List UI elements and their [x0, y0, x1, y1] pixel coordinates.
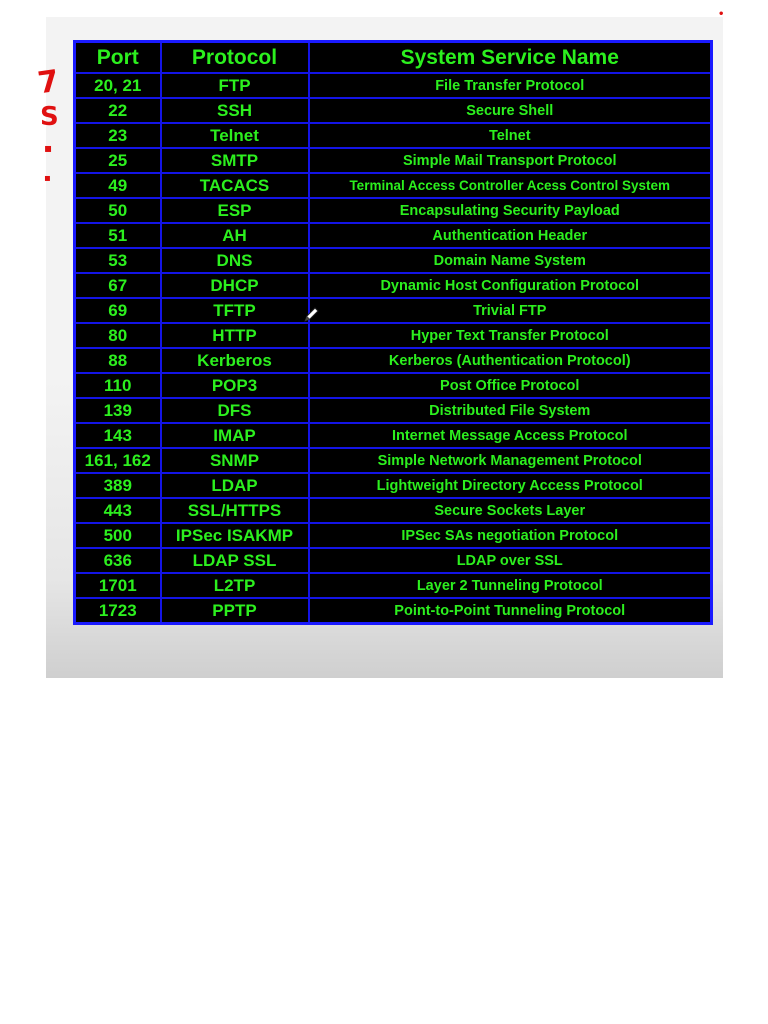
table-row — [75, 398, 712, 423]
table-row — [75, 348, 712, 373]
pen-cursor-icon — [302, 306, 320, 324]
table-row — [75, 298, 712, 323]
port-cell: 161, 162 — [75, 448, 161, 473]
table-row — [75, 223, 712, 248]
port-cell: 636 — [75, 548, 161, 573]
port-cell: 53 — [75, 248, 161, 273]
table-row — [75, 373, 712, 398]
handwritten-mark-tick: ▪ — [44, 173, 51, 184]
protocol-cell: POP3 — [161, 373, 309, 398]
port-cell: 500 — [75, 523, 161, 548]
service-name-cell: Simple Network Management Protocol — [309, 448, 712, 473]
annotation-dot: • — [718, 9, 725, 20]
protocol-cell: SNMP — [161, 448, 309, 473]
protocol-cell: FTP — [161, 73, 309, 98]
port-cell: 88 — [75, 348, 161, 373]
table-row — [75, 148, 712, 173]
protocol-cell: LDAP SSL — [161, 548, 309, 573]
service-name-cell: Lightweight Directory Access Protocol — [309, 473, 712, 498]
handwritten-mark-seven: 7 — [35, 63, 62, 102]
handwritten-mark-tick: ▪ — [44, 141, 53, 155]
protocol-cell: Kerberos — [161, 348, 309, 373]
port-cell: 80 — [75, 323, 161, 348]
port-cell: 49 — [75, 173, 161, 198]
table-row — [75, 323, 712, 348]
port-cell: 69 — [75, 298, 161, 323]
table-row — [75, 123, 712, 148]
service-name-cell: Terminal Access Controller Acess Control System — [309, 173, 712, 198]
protocol-cell: IMAP — [161, 423, 309, 448]
port-cell: 110 — [75, 373, 161, 398]
service-name-cell: Secure Shell — [309, 98, 712, 123]
service-name-cell: Hyper Text Transfer Protocol — [309, 323, 712, 348]
port-cell: 143 — [75, 423, 161, 448]
table-row — [75, 548, 712, 573]
protocol-cell: IPSec ISAKMP — [161, 523, 309, 548]
table-header-row — [75, 42, 712, 74]
service-name-cell: Post Office Protocol — [309, 373, 712, 398]
port-cell: 1701 — [75, 573, 161, 598]
table-row — [75, 423, 712, 448]
service-name-cell: IPSec SAs negotiation Protocol — [309, 523, 712, 548]
protocol-cell: DHCP — [161, 273, 309, 298]
port-cell: 139 — [75, 398, 161, 423]
protocol-cell: SMTP — [161, 148, 309, 173]
service-name-cell: Internet Message Access Protocol — [309, 423, 712, 448]
service-name-cell: Telnet — [309, 123, 712, 148]
port-cell: 22 — [75, 98, 161, 123]
service-name-cell: Authentication Header — [309, 223, 712, 248]
service-name-cell: Point-to-Point Tunneling Protocol — [309, 598, 712, 624]
service-name-cell: Distributed File System — [309, 398, 712, 423]
service-name-cell: Kerberos (Authentication Protocol) — [309, 348, 712, 373]
protocol-cell: DFS — [161, 398, 309, 423]
protocol-cell: AH — [161, 223, 309, 248]
protocol-cell: HTTP — [161, 323, 309, 348]
table-row — [75, 598, 712, 624]
service-name-cell: Dynamic Host Configuration Protocol — [309, 273, 712, 298]
protocol-cell: ESP — [161, 198, 309, 223]
handwritten-mark-s: S — [40, 102, 59, 132]
table-row — [75, 448, 712, 473]
port-cell: 51 — [75, 223, 161, 248]
port-cell: 23 — [75, 123, 161, 148]
service-name-cell: Secure Sockets Layer — [309, 498, 712, 523]
service-name-cell: Domain Name System — [309, 248, 712, 273]
table-row — [75, 73, 712, 98]
port-cell: 1723 — [75, 598, 161, 624]
port-cell: 67 — [75, 273, 161, 298]
table-row — [75, 173, 712, 198]
table-row — [75, 473, 712, 498]
protocol-cell: LDAP — [161, 473, 309, 498]
protocol-cell: TACACS — [161, 173, 309, 198]
header-port: Port — [75, 42, 161, 74]
protocol-cell: SSL/HTTPS — [161, 498, 309, 523]
table-row — [75, 573, 712, 598]
table-row — [75, 498, 712, 523]
port-cell: 389 — [75, 473, 161, 498]
protocol-cell: Telnet — [161, 123, 309, 148]
table-row — [75, 198, 712, 223]
service-name-cell: Simple Mail Transport Protocol — [309, 148, 712, 173]
table-row — [75, 273, 712, 298]
header-protocol: Protocol — [161, 42, 309, 74]
header-service-name: System Service Name — [309, 42, 712, 74]
port-protocol-table — [73, 40, 713, 625]
service-name-cell: Layer 2 Tunneling Protocol — [309, 573, 712, 598]
table-body — [75, 73, 712, 624]
protocol-cell: DNS — [161, 248, 309, 273]
port-cell: 25 — [75, 148, 161, 173]
protocol-cell: L2TP — [161, 573, 309, 598]
port-cell: 443 — [75, 498, 161, 523]
service-name-cell: Trivial FTP — [309, 298, 712, 323]
table-row — [75, 248, 712, 273]
port-cell: 50 — [75, 198, 161, 223]
service-name-cell: LDAP over SSL — [309, 548, 712, 573]
table-row — [75, 523, 712, 548]
table-row — [75, 98, 712, 123]
protocol-cell: PPTP — [161, 598, 309, 624]
protocol-cell: SSH — [161, 98, 309, 123]
service-name-cell: File Transfer Protocol — [309, 73, 712, 98]
service-name-cell: Encapsulating Security Payload — [309, 198, 712, 223]
port-cell: 20, 21 — [75, 73, 161, 98]
protocol-cell: TFTP — [161, 298, 309, 323]
